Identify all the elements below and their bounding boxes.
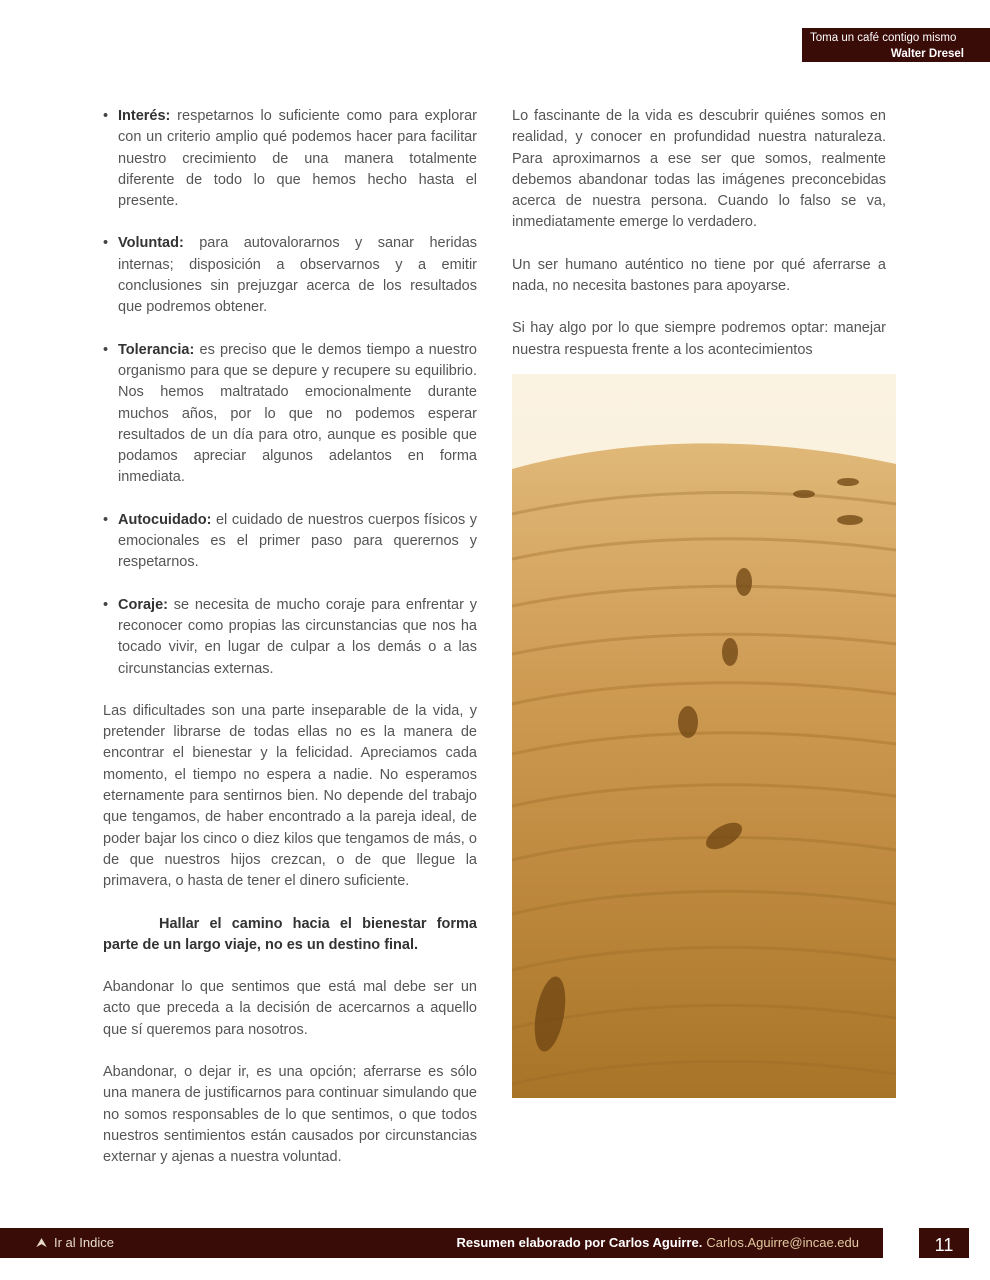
body-paragraph: Las dificultades son una parte inseparable de la vida, y pretender librarse de todas ellas no es la manera de encontrar el bienestar y la felicidad. Apreciamos cada momento, el tiempo no espera a nadie. No esperamos eternamente para sentirnos bien. No depende del trabajo que tengamos, de haber encontrado a la pareja ideal, de poder bajar los cinco o diez kilos que tengamos de más, o de que nuestros hijos crezcan, o de que llegue la primavera, o hasta de tener el dinero suficiente.	[103, 702, 477, 890]
footer-credit	[456, 1235, 859, 1250]
quote-text: Hallar el camino hacia el bienestar forma parte de un largo viaje, no es un destino final.	[103, 915, 477, 953]
credit-text: Resumen elaborado por Carlos Aguirre.	[456, 1235, 703, 1250]
bullet-item	[103, 340, 477, 489]
sand-dune-footprints-photo	[512, 374, 896, 1098]
bullet-icon: •	[103, 108, 109, 124]
bullet-icon: •	[103, 596, 109, 613]
body-paragraph: Abandonar, o dejar ir, es una opción; aferrarse es sólo una manera de justificarnos para continuar simulando que no somos responsables de lo que sentimos, o que todos nuestros sentimientos están causados por circunstancias externar y ajenas a nuestra voluntad.	[103, 1063, 477, 1166]
body-paragraph: Lo fascinante de la vida es descubrir quiénes somos en realidad, y conocer en profundidad nuestra naturaleza. Para aproximarnos a ese ser que somos, realmente debemos abandonar todas las imágenes preconcebidas acerca de nuestra persona. Cuando lo falso se va, inmediatamente emerge lo verdadero.	[512, 108, 886, 231]
body-paragraph: Si hay algo por lo que siempre podremos optar: manejar nuestra respuesta frente a los acontecimientos	[512, 320, 886, 358]
right-column	[512, 106, 886, 382]
footer-bar	[0, 1228, 883, 1258]
highlight-quote	[103, 914, 477, 957]
bullet-item	[103, 510, 477, 574]
bullet-item	[103, 595, 477, 680]
bullet-term: Voluntad:	[118, 235, 184, 252]
index-link-label: Ir al Indice	[54, 1235, 114, 1250]
body-paragraph: Abandonar lo que sentimos que está mal debe ser un acto que preceda a la decisión de acercarnos a aquello que sí queremos para nosotros.	[103, 979, 477, 1038]
email-link[interactable]: Carlos.Aguirre@incae.edu	[706, 1235, 859, 1250]
bullet-text: es preciso que le demos tiempo a nuestro organismo para que se depure y recupere su equilibrio. Nos hemos maltratado emocionalmente durante muchos años, por lo que no podemos esperar resultados de un día para otro, aunque es posible que podamos apreciar algunos adelantos en forma inmediata.	[118, 341, 477, 486]
bullet-term: Autocuidado:	[118, 511, 212, 528]
header-author: Walter Dresel	[890, 48, 964, 60]
bullet-text: el cuidado de nuestros cuerpos físicos y emocionales es el primer paso para querernos y respetarnos.	[118, 511, 477, 571]
bullet-text: para autovalorarnos y sanar heridas internas; disposición a observarnos y a emitir conclusiones sin prejuzgar acerca de los resultados que podremos obtener.	[118, 235, 478, 316]
page-number: 11	[919, 1228, 969, 1258]
running-header	[802, 28, 990, 62]
left-column	[103, 106, 477, 1189]
up-arrow-icon: ⮝	[36, 1235, 48, 1250]
bullet-icon: •	[103, 511, 109, 528]
bullet-text: se necesita de mucho coraje para enfrentar y reconocer como propias las circunstancias que nos ha tocado vivir, en lugar de culpar a los demás o a las circunstancias externas.	[118, 596, 477, 677]
header-title: Toma un café contigo mismo	[810, 32, 957, 44]
body-paragraph: Un ser humano auténtico no tiene por qué aferrarse a nada, no necesita bastones para apoyarse.	[512, 256, 886, 295]
index-link[interactable]	[36, 1235, 114, 1251]
bullet-icon: •	[103, 235, 109, 252]
bullet-item	[103, 106, 477, 212]
bullet-term: Interés:	[118, 108, 171, 124]
bullet-text: respetarnos lo suficiente como para explorar con un criterio amplio qué podemos hacer para facilitar nuestro crecimiento de una manera totalmente diferente de todo lo que hemos hecho hasta el presente.	[118, 108, 478, 210]
bullet-term: Tolerancia:	[118, 341, 195, 358]
bullet-term: Coraje:	[118, 596, 168, 613]
bullet-item	[103, 233, 477, 318]
bullet-icon: •	[103, 341, 109, 358]
